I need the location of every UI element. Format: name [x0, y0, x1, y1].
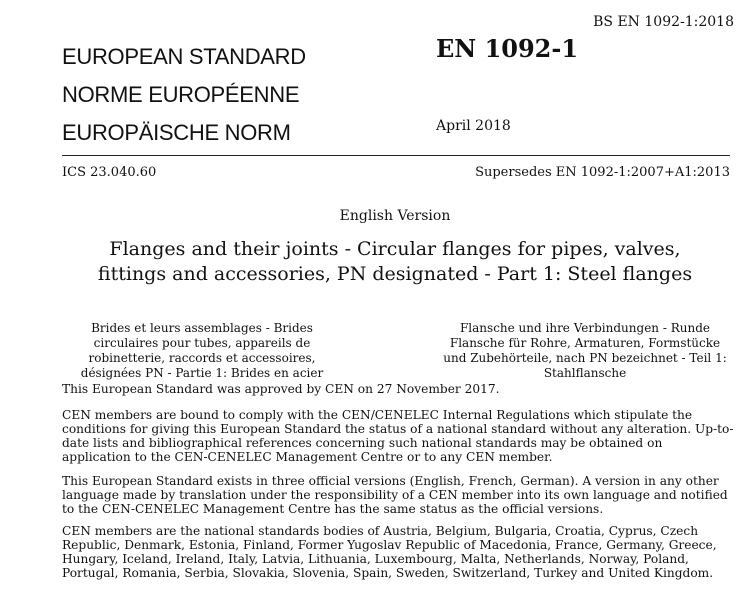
standard-title-fr: NORME EUROPÉENNE	[62, 82, 300, 107]
members-paragraph: CEN members are the national standards bodies of Austria, Belgium, Bulgaria, Croatia, Cyprus, Czech Republic, Denmark, Estonia, Finland, Former Yugoslav Republic of Macedonia, France, Germany, Greece, Hungary, Iceland, Ireland, Italy, Latvia, Lithuania, Luxembourg, Malta, Netherlands, Norway, Poland, Portugal, Romania, Serbia, Slovakia, Slovenia, Spain, Sweden, Switzerland, Turkey and United Kingdom.	[62, 524, 717, 580]
german-title: Flansche und ihre Verbindungen - Runde Flansche für Rohre, Armaturen, Formstücke und Zubehörteile, nach PN bezeichnet - Teil 1: Stahlflansche	[443, 321, 727, 380]
header-divider	[62, 155, 730, 156]
bs-document-code: BS EN 1092-1:2018	[593, 14, 734, 30]
document-title: Flanges and their joints - Circular flanges for pipes, valves, fittings and accessories, PN designated - Part 1: Steel flanges	[97, 238, 693, 285]
supersedes-note: Supersedes EN 1092-1:2007+A1:2013	[475, 165, 730, 180]
standard-titles	[62, 38, 306, 152]
versions-paragraph: This European Standard exists in three official versions (English, French, German). A version in any other language made by translation under the responsibility of a CEN member into its own language and notified to the CEN-CENELEC Management Centre has the same status as the official versions.	[62, 474, 728, 516]
standard-title-de: EUROPÄISCHE NORM	[62, 120, 291, 145]
ics-code: ICS 23.040.60	[62, 165, 157, 180]
language-version: English Version	[339, 208, 451, 224]
publication-date: April 2018	[436, 118, 511, 134]
approval-paragraph: This European Standard was approved by CEN on 27 November 2017.	[62, 382, 500, 396]
regulations-paragraph: CEN members are bound to comply with the CEN/CENELEC Internal Regulations which stipulate the conditions for giving this European Standard the status of a national standard without any alteration. Up-to-date lists and bibliographical references concerning such national standards may be obtained on application to the CEN-CENELEC Management Centre or to any CEN member.	[62, 408, 734, 464]
standard-title-en: EUROPEAN STANDARD	[62, 44, 306, 69]
french-title: Brides et leurs assemblages - Brides circulaires pour tubes, appareils de robinetterie, raccords et accessoires, désignées PN - Partie 1: Brides en acier	[80, 321, 324, 380]
standard-number: EN 1092-1	[436, 34, 579, 63]
